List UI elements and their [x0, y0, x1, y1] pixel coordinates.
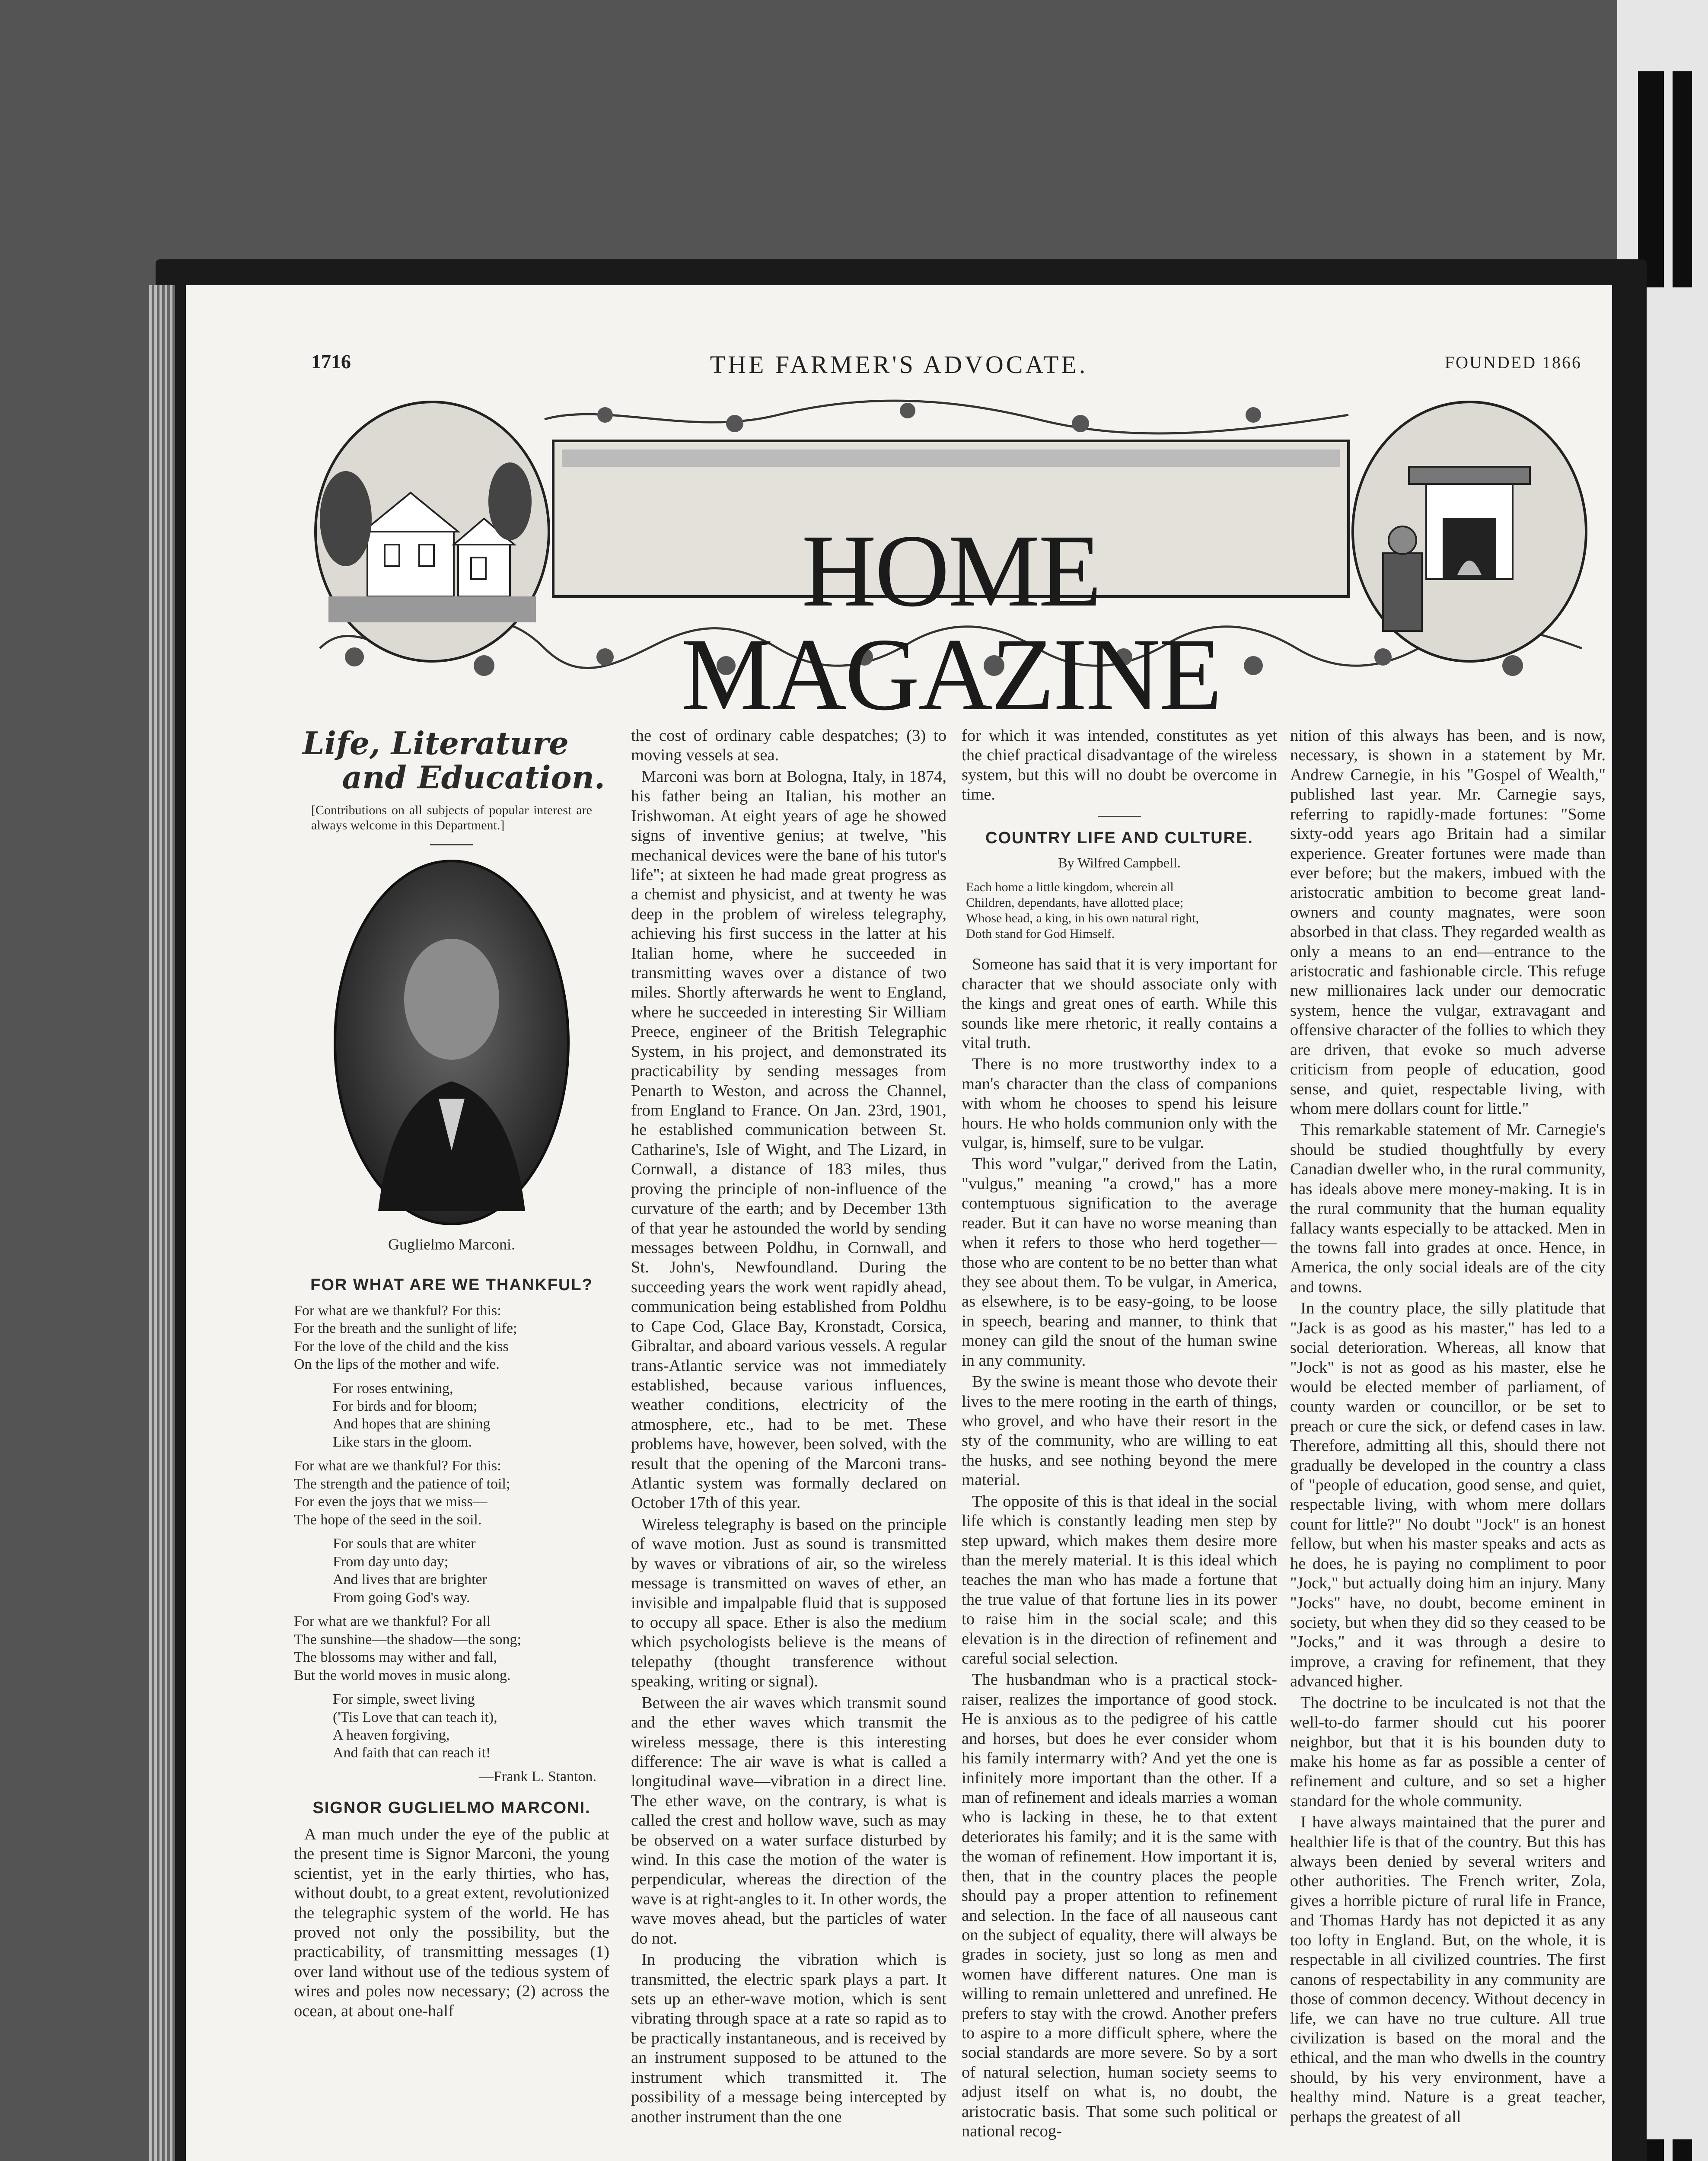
poem-line: For souls that are whiter — [333, 1536, 476, 1552]
divider — [430, 844, 473, 845]
section-title-line-2: and Education. — [342, 759, 605, 796]
section-title-line-1: Life, Literature — [303, 726, 569, 762]
poem-line: And faith that can reach it! — [333, 1745, 491, 1761]
portrait-frame — [331, 857, 573, 1228]
poem-line: For what are we thankful? For this: — [294, 1458, 501, 1474]
epigraph-line: Whose head, a king, in his own natural right, — [966, 911, 1199, 926]
poem-line: On the lips of the mother and wife. — [294, 1356, 500, 1373]
epigraph-line: Doth stand for God Himself. — [966, 927, 1115, 941]
epigraph — [966, 880, 1277, 942]
poem-line: Like stars in the gloom. — [333, 1434, 472, 1450]
article-paragraph: This word "vulgar," derived from the Latin, "vulgus," meaning "a crowd," has a more contemptuous signification to the average reader. But it can have no worse meaning than when it refers to those who herd together—those who are content to be no better than what they see about them. To be vulgar, in America, as elsewhere, is to be easy-going, to be loose in speech, bearing and manner, to think that money can gild the snout of the human swine in any community. — [962, 1155, 1277, 1370]
article-paragraph: nition of this always has been, and is now, necessary, is shown in a statement by Mr. Andrew Carnegie, in his "Gospel of Wealth," published last year. Mr. Carnegie says, referring to rapidly-made fortunes: "Some sixty-odd years ago Britain had a similar experience. Greater fortunes were made than ever before; but the makers, imbued with the aristocratic ambition to become great land-owners and county magnates, were soon absorbed in that class. They regarded wealth as only a means to an end—entrance to the aristocratic and fashionable circle. This refuge new millionaires lack under our democratic system, hence the vulgar, extravagant and offensive character of the follies to which they are driven, that evoke so much adverse criticism from people of education, good sense, and quiet, respectable living, with whom mere dollars count for little." — [1290, 727, 1606, 1118]
column-2 — [631, 726, 946, 2161]
portrait-caption: Guglielmo Marconi. — [388, 1236, 515, 1253]
poem-line: And hopes that are shining — [333, 1416, 491, 1432]
poem-line: The blossoms may wither and fall, — [294, 1649, 497, 1666]
article-paragraph: Marconi was born at Bologna, Italy, in 1874, his father being an Italian, his mother an Irishwoman. At eight years of age he showed signs of inventive genius; at twelve, "his mechanical devices were the bane of his tutor's life"; at sixteen he had made great progress as a chemist and physicist, and at twenty he was deep in the problem of wireless telegraphy, achieving his first success in the latter at his Italian home, where he succeeded in transmitting waves over a distance of two miles. Shortly afterwards he went to England, where he succeeded in interesting Sir William Preece, engineer of the British Telegraphic System, in his project, and demonstrated its practicability by sending messages from Penarth to Weston, and across the Channel, from England to France. On Jan. 23rd, 1901, he established communication between St. Catharine's, Isle of Wight, and The Lizard, in Cornwall, a distance of 183 miles, thus proving the principle of non-influence of the curvature of the earth; and by December 13th of that year he astounded the world by sending messages between Poldhu, in Cornwall, and St. John's, Newfoundland. During the succeeding years the work went rapidly ahead, communication being established from Poldhu to Cape Cod, Glace Bay, Kronstadt, Corsica, Gibraltar, and aboard various vessels. A regular trans-Atlantic service was not immediately established, because various influences, weather conditions, electricity of the atmosphere, etc., had to be met. These problems have, however, been solved, with the result that the opening of the Marconi trans-Atlantic system was formally declared on October 17th of this year. — [631, 767, 946, 1512]
divider — [1098, 816, 1141, 817]
poem-line: The sunshine—the shadow—the song; — [294, 1631, 521, 1648]
book-spine — [149, 285, 175, 2161]
thankful-heading: FOR WHAT ARE WE THANKFUL? — [310, 1275, 593, 1294]
thankful-poem — [294, 1457, 609, 1529]
column-1 — [294, 726, 609, 2161]
page-number: 1716 — [311, 351, 351, 373]
contributions-note: [Contributions on all subjects of popular interest are always welcome in this Department.] — [311, 803, 592, 832]
article-paragraph: the cost of ordinary cable despatches; (3) to moving vessels at sea. — [631, 727, 946, 765]
film-bar — [1673, 2139, 1692, 2161]
article-paragraph: Between the air waves which transmit sound and the ether waves which transmit the wireless message, there is this interesting difference: The air wave is what is called a longitudinal wave—vibration in a direct line. The ether wave, on the contrary, is what is called the crest and hollow wave, such as may be observed on a water surface disturbed by wind. In this case the motion of the water is perpendicular, whereas the direction of the wave is at right-angles to it. In other words, the wave moves ahead, but the particles of water do not. — [631, 1693, 946, 1947]
epigraph-line: Children, dependants, have allotted place; — [966, 896, 1184, 910]
founded-year: FOUNDED 1866 — [1444, 353, 1582, 372]
byline: By Wilfred Campbell. — [1058, 854, 1181, 870]
article-paragraph: Wireless telegraphy is based on the principle of wave motion. Just as sound is transmitted by waves or vibrations of air, so the wireless message is transmitted on waves of ether, an invisible and impalpable fluid that is supposed to occupy all space. Ether is also the medium which psychologists believe is the means of telepathy (thought transference without speaking, writing or signal). — [631, 1515, 946, 1691]
country-heading: COUNTRY LIFE AND CULTURE. — [985, 829, 1253, 847]
thankful-poem — [294, 1690, 609, 1762]
thankful-poem — [294, 1535, 609, 1606]
epigraph-line: Each home a little kingdom, wherein all — [966, 880, 1174, 895]
masthead-banner — [303, 389, 1599, 732]
article-paragraph: There is no more trustworthy index to a man's character than the class of companions with whom he chooses to spend his leisure hours. He who holds communion only with the vulgar, is, himself, sure to be vulgar. — [962, 1055, 1277, 1152]
column-3 — [962, 726, 1277, 2161]
thankful-poem — [294, 1302, 609, 1374]
poem-line: For what are we thankful? For this: — [294, 1302, 501, 1319]
home-magazine-title: HOME MAGAZINE — [681, 513, 1220, 732]
article-paragraph: for which it was intended, constitutes as yet the chief practical disadvantage of the wireless system, but this will no doubt be overcome in time. — [962, 727, 1277, 804]
poem-author: —Frank L. Stanton. — [479, 1768, 596, 1785]
article-paragraph: The doctrine to be inculcated is not that the well-to-do farmer should cut his poorer neighbor, but that it is his bounden duty to make his home as far as possible a center of refinement and culture, and so set a higher standard for the whole community. — [1290, 1693, 1606, 1810]
poem-line: And lives that are brighter — [333, 1571, 487, 1588]
poem-line: From going God's way. — [333, 1589, 470, 1606]
poem-line: For the breath and the sunlight of life; — [294, 1320, 517, 1337]
article-paragraph: Someone has said that it is very important for character that we should associate only with the kings and great ones of earth. While this sounds like mere rhetoric, it really contains a vital truth. — [962, 955, 1277, 1052]
column-4 — [1290, 726, 1606, 2161]
marconi-heading: SIGNOR GUGLIELMO MARCONI. — [312, 1799, 591, 1817]
article-paragraph: In the country place, the silly platitude that "Jack is as good as his master," has led to a social deterioration. Whereas, all know that "Jock" is not as good as his master, else he would be elected member of parliament, of county warden or councillor, or be set to preach or cure the sick, or defend cases in law. Therefore, admitting all this, should there not gradually be developed in the country a class of "people of education, good sense, and quiet, respectable living, with whom mere dollars count for little?" No doubt "Jock" is an honest fellow, but when his master speaks and acts as he does, he is paying no compliment to poor "Jock," but actually doing him an injury. Many "Jocks" have, no doubt, become eminent in society, but when they did so they ceased to be "Jocks," and it was through a desire to improve, a craving for refinement, that they advanced higher. — [1290, 1299, 1606, 1691]
paper-name: THE FARMER'S ADVOCATE. — [710, 351, 1088, 379]
article-paragraph: This remarkable statement of Mr. Carnegie's should be studied thoughtfully by every Canadian dweller who, in the rural community, has ideals above mere money-making. It is in the rural community that the human equality fallacy wants especially to be attacked. Men in the towns fall into grades at once. Hence, in America, the only social ideals are of the city and towns. — [1290, 1121, 1606, 1296]
article-paragraph: The opposite of this is that ideal in the social life which is constantly leading men step by step upward, which makes them desire more than the merely material. It is this ideal which teaches the man who has made a fortune that the true value of that fortune lies in its power to raise him in the social scale; and this elevation is in the direction of refinement and careful social selection. — [962, 1492, 1277, 1668]
poem-line: From day unto day; — [333, 1553, 449, 1570]
film-bar — [1673, 71, 1692, 287]
poem-line: For even the joys that we miss— — [294, 1494, 488, 1510]
poem-line: But the world moves in music along. — [294, 1667, 511, 1683]
thankful-poem — [294, 1380, 609, 1451]
article-paragraph: By the swine is meant those who devote their lives to the mere rooting in the earth of things, who grovel, and who have their resort in the sty of the community, who are willing to eat the husks, and see nothing beyond the mere material. — [962, 1373, 1277, 1489]
film-bar — [1638, 71, 1664, 287]
magazine-page — [186, 285, 1612, 2161]
thankful-poem — [294, 1613, 609, 1684]
article-paragraph: I have always maintained that the purer and healthier life is that of the country. But this has always been denied by several writers and other authorities. The French writer, Zola, gives a horrible picture of rural life in France, and Thomas Hardy has not depicted it as any too lofty in England. But, on the whole, it is respectable in all civilized countries. The first canons of respectability in any community are those of common decency. Without decency in life, we can have no true culture. All true civilization is based on the moral and the ethical, and the man who dwells in the country should, by his very environment, have a healthy mind. Nature is a great teacher, perhaps the greatest of all — [1290, 1813, 1606, 2126]
poem-line: The strength and the patience of toil; — [294, 1476, 510, 1492]
article-paragraph: The husbandman who is a practical stock-raiser, realizes the importance of good stock. He is anxious as to the pedigree of his cattle and horses, but does he ever consider whom his family intermarry with? And yet the one is infinitely more important than the other. If a man of refinement and ideals marries a woman who is lacking in these, he to that extent deteriorates his family; and it is the same with the woman of refinement. How important it is, then, that in the country places the people should pay a proper attention to refinement and selection. In the face of all nauseous cant on the subject of equality, there will always be grades in society, just so long as men and women have different natures. One man is willing to remain unlettered and unrefined. He prefers to stay with the crowd. Another prefers to aspire to a more difficult sphere, where the social standards are more severe. So by a sort of natural selection, human society seems to adjust itself on what is, no doubt, the aristocratic basis. That some such political or national recog- — [962, 1670, 1277, 2141]
poem-line: For what are we thankful? For all — [294, 1613, 491, 1630]
poem-line: For birds and for bloom; — [333, 1398, 478, 1415]
article-paragraph: In producing the vibration which is transmitted, the electric spark plays a part. It sets up an ether-wave motion, which is sent vibrating through space at a rate so rapid as to be practically instantaneous, and is received by an instrument supposed to be attuned to the instrument which transmitted it. The possibility of a message being intercepted by another instrument than the one — [631, 1951, 946, 2126]
marconi-portrait-image — [331, 857, 573, 1228]
poem-line: For simple, sweet living — [333, 1691, 475, 1708]
poem-line: For the love of the child and the kiss — [294, 1338, 509, 1355]
poem-line: The hope of the seed in the soil. — [294, 1511, 482, 1528]
article-paragraph: A man much under the eye of the public at the present time is Signor Marconi, the young scientist, yet in the early thirties, who has, without doubt, to a great extent, revolutionized the telegraphic system of the world. He has proved not only the possibility, but the practicability, of transmitting messages (1) over land without use of the tedious system of wires and poles now necessary; (2) across the ocean, at about one-half — [294, 1825, 609, 2020]
poem-line: ('Tis Love that can teach it), — [333, 1709, 497, 1725]
poem-line: For roses entwining, — [333, 1380, 453, 1396]
poem-line: A heaven forgiving, — [333, 1727, 450, 1743]
section-title-life-literature — [294, 726, 609, 794]
